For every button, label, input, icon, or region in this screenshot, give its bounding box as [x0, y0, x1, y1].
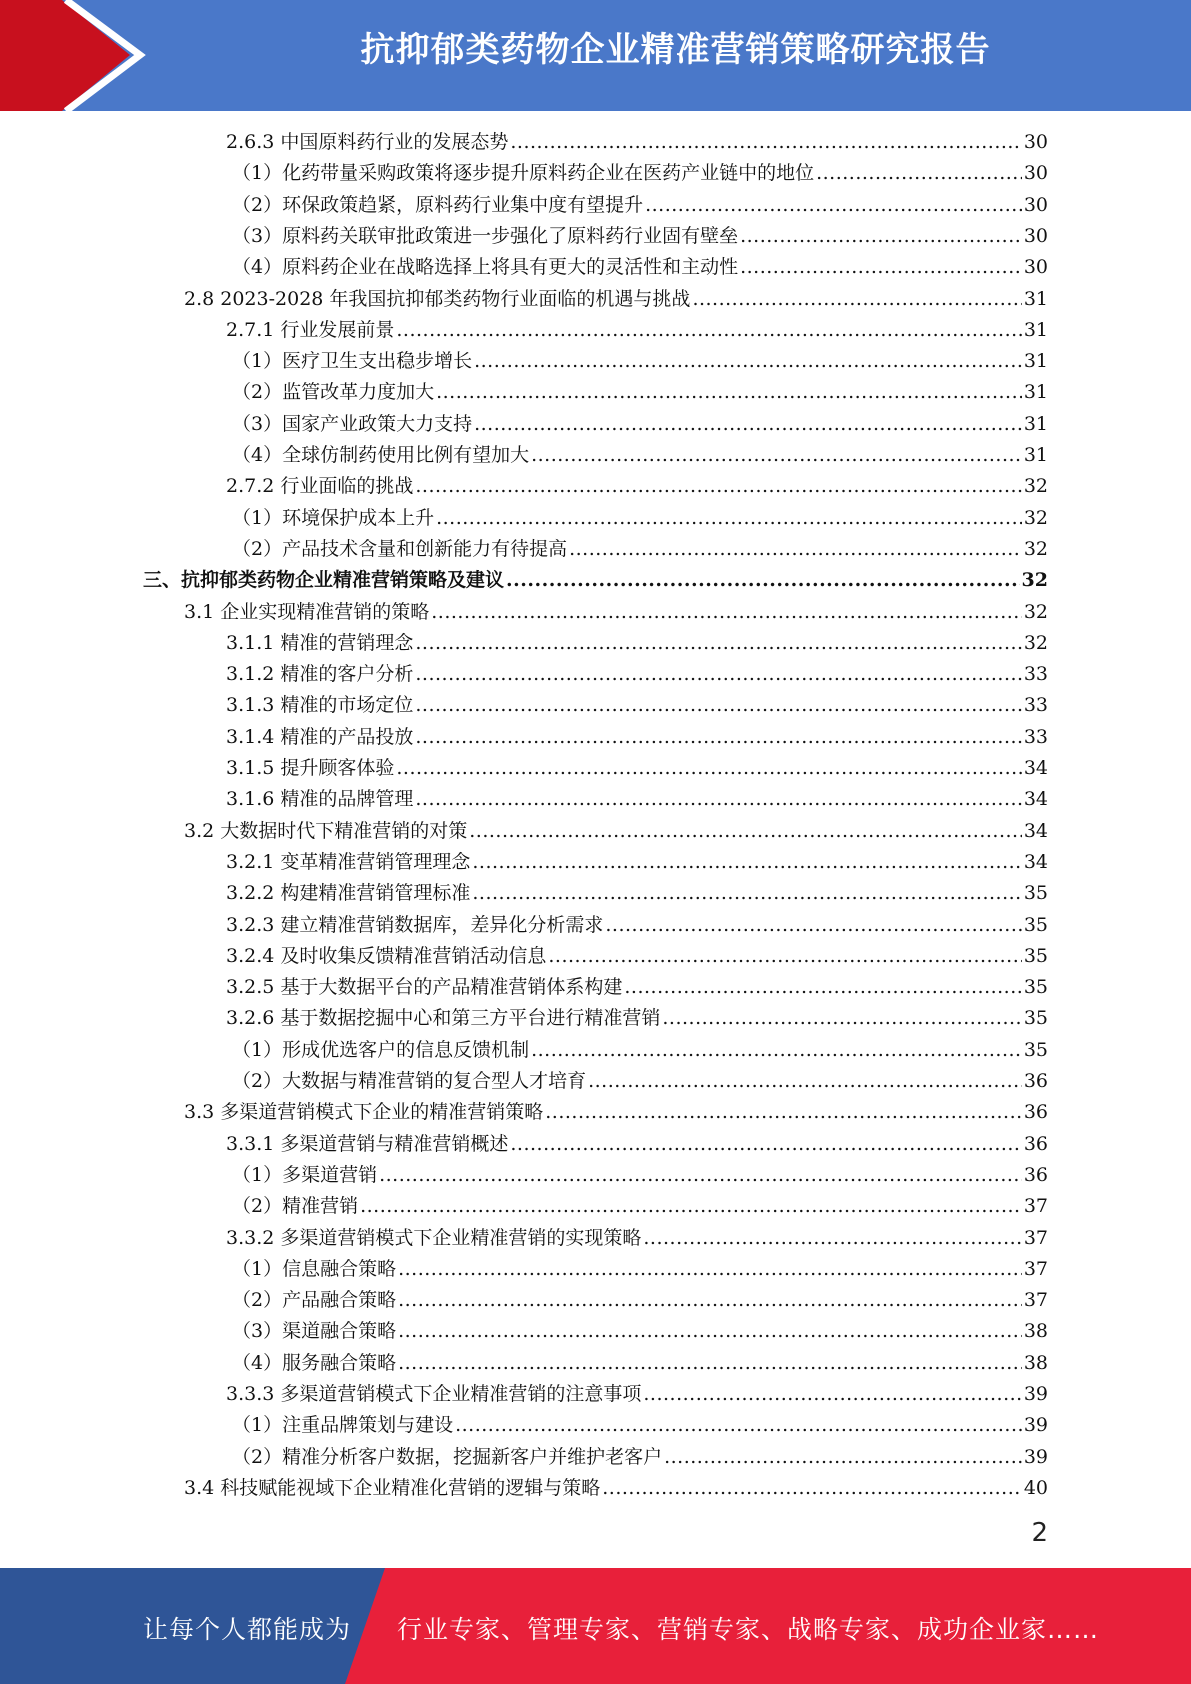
toc-entry[interactable] — [232, 1442, 1048, 1473]
toc-leader-dots — [415, 722, 1021, 753]
toc-leader-dots — [398, 1316, 1022, 1347]
toc-entry-title: （4）服务融合策略 — [232, 1351, 397, 1374]
toc-entry-page: 36 — [1023, 1070, 1048, 1092]
toc-leader-dots — [740, 252, 1022, 283]
toc-entry[interactable] — [232, 409, 1048, 440]
toc-entry-page: 37 — [1023, 1257, 1048, 1280]
toc-entry-title: 2.7.2 行业面临的挑战 — [226, 475, 414, 498]
toc-entry-title: 3.3.3 多渠道营销模式下企业精准营销的注意事项 — [226, 1383, 642, 1405]
toc-leader-dots — [396, 753, 1021, 784]
toc-entry[interactable] — [226, 315, 1048, 346]
toc-entry-title: 2.8 2023-2028 年我国抗抑郁类药物行业面临的机遇与挑战 — [184, 287, 691, 310]
toc-entry-title: 3.3 多渠道营销模式下企业的精准营销策略 — [184, 1101, 544, 1124]
toc-entry-title: 3.3.2 多渠道营销模式下企业精准营销的实现策略 — [226, 1226, 642, 1249]
toc-entry[interactable] — [226, 878, 1048, 909]
toc-entry-title: （2）产品融合策略 — [232, 1289, 397, 1312]
toc-leader-dots — [360, 1191, 1022, 1222]
toc-entry-title: 3.2.5 基于大数据平台的产品精准营销体系构建 — [226, 976, 623, 999]
toc-entry-title: （1）多渠道营销 — [232, 1163, 378, 1186]
toc-leader-dots — [605, 910, 1021, 941]
toc-leader-dots — [643, 1223, 1021, 1254]
toc-leader-dots — [531, 440, 1022, 471]
toc-entry-title: （2）精准营销 — [232, 1195, 359, 1218]
toc-entry[interactable] — [232, 1160, 1048, 1191]
toc-entry-page: 31 — [1023, 287, 1048, 310]
toc-leader-dots — [510, 127, 1021, 158]
toc-entry[interactable] — [226, 753, 1048, 784]
toc-entry-title: （2）大数据与精准营销的复合型人才培育 — [232, 1070, 587, 1092]
toc-entry-title: 3.3.1 多渠道营销与精准营销概述 — [226, 1132, 509, 1155]
toc-entry[interactable] — [226, 941, 1048, 972]
toc-entry[interactable] — [232, 1316, 1048, 1347]
toc-leader-dots — [415, 471, 1021, 502]
toc-leader-dots — [588, 1066, 1022, 1097]
toc-entry-title: 3.1.4 精准的产品投放 — [226, 725, 414, 748]
toc-entry-page: 30 — [1023, 256, 1048, 279]
toc-entry-page: 31 — [1023, 350, 1048, 373]
toc-entry-page: 37 — [1023, 1195, 1048, 1218]
toc-entry[interactable] — [232, 252, 1048, 283]
toc-entry-title: （2）产品技术含量和创新能力有待提高 — [232, 537, 568, 560]
toc-entry-page: 31 — [1023, 412, 1048, 435]
toc-leader-dots — [569, 534, 1022, 565]
toc-entry-page: 35 — [1023, 882, 1048, 905]
toc-entry-title: （3）渠道融合策略 — [232, 1320, 397, 1343]
toc-entry[interactable] — [226, 127, 1048, 158]
toc-entry[interactable] — [232, 1348, 1048, 1379]
toc-entry-page: 35 — [1023, 913, 1048, 936]
footer-slogan-left: 让每个人都能成为 — [143, 1615, 352, 1644]
toc-leader-dots — [602, 1473, 1022, 1504]
toc-entry-page: 35 — [1023, 1038, 1048, 1061]
toc-leader-dots — [415, 659, 1021, 690]
toc-leader-dots — [436, 503, 1022, 534]
toc-leader-dots — [415, 690, 1021, 721]
toc-entry-title: 3.2.2 构建精准营销管理标准 — [226, 882, 471, 905]
toc-entry-title: （1）形成优选客户的信息反馈机制 — [232, 1038, 530, 1061]
toc-entry-page: 33 — [1023, 694, 1048, 717]
toc-entry-title: 三、抗抑郁类药物企业精准营销策略及建议 — [143, 569, 505, 592]
toc-leader-dots — [398, 1254, 1022, 1285]
toc-entry-page: 32 — [1023, 506, 1048, 529]
toc-leader-dots — [645, 190, 1022, 221]
toc-entry-page: 38 — [1023, 1320, 1048, 1343]
toc-leader-dots — [548, 941, 1021, 972]
toc-entry-page: 30 — [1023, 224, 1048, 247]
toc-leader-dots — [545, 1097, 1022, 1128]
toc-entry-title: （2）精准分析客户数据，挖掘新客户并维护老客户 — [232, 1445, 663, 1468]
toc-entry-title: 3.1.1 精准的营销理念 — [226, 631, 414, 654]
toc-entry[interactable] — [226, 690, 1048, 721]
toc-entry[interactable] — [184, 816, 1048, 847]
toc-entry[interactable] — [184, 284, 1048, 315]
toc-entry-title: （2）环保政策趋紧，原料药行业集中度有望提升 — [232, 193, 644, 216]
toc-entry-page: 39 — [1023, 1445, 1048, 1468]
toc-entry-title: （4）原料药企业在战略选择上将具有更大的灵活性和主动性 — [232, 256, 739, 279]
toc-entry-title: 2.6.3 中国原料药行业的发展态势 — [226, 131, 509, 153]
toc-entry-title: （1）信息融合策略 — [232, 1257, 397, 1280]
toc-entry[interactable] — [184, 1097, 1048, 1128]
toc-leader-dots — [472, 878, 1021, 909]
toc-entry[interactable] — [226, 847, 1048, 878]
toc-leader-dots — [415, 628, 1021, 659]
toc-leader-dots — [531, 1035, 1022, 1066]
toc-entry-page: 37 — [1023, 1226, 1048, 1249]
toc-leader-dots — [740, 221, 1022, 252]
footer-slogan-right: 行业专家、管理专家、营销专家、战略专家、成功企业家…… — [397, 1615, 1100, 1644]
toc-entry[interactable] — [232, 221, 1048, 252]
toc-entry[interactable] — [226, 659, 1048, 690]
toc-entry[interactable] — [226, 910, 1048, 941]
toc-entry-page: 40 — [1023, 1476, 1048, 1499]
toc-entry-page: 37 — [1023, 1289, 1048, 1312]
toc-leader-dots — [396, 315, 1021, 346]
toc-entry[interactable] — [226, 784, 1048, 815]
toc-entry[interactable] — [232, 1191, 1048, 1222]
toc-entry-title: 3.1.3 精准的市场定位 — [226, 694, 414, 717]
toc-entry[interactable] — [232, 1285, 1048, 1316]
toc-entry-page: 32 — [1023, 475, 1048, 498]
toc-entry-title: 3.4 科技赋能视域下企业精准化营销的逻辑与策略 — [184, 1476, 601, 1499]
toc-entry[interactable] — [226, 628, 1048, 659]
toc-leader-dots — [455, 1410, 1022, 1441]
page-number: 2 — [1031, 1518, 1048, 1548]
toc-entry-title: 3.1 企业实现精准营销的策略 — [184, 600, 430, 623]
toc-entry[interactable] — [232, 346, 1048, 377]
toc-entry-title: 3.2.3 建立精准营销数据库，差异化分析需求 — [226, 913, 604, 936]
toc-entry-page: 35 — [1023, 976, 1048, 999]
toc-entry-title: 3.2.4 及时收集反馈精准营销活动信息 — [226, 944, 547, 967]
header-title: 抗抑郁类药物企业精准营销策略研究报告 — [360, 30, 991, 70]
toc-entry[interactable] — [226, 972, 1048, 1003]
toc-leader-dots — [624, 972, 1021, 1003]
toc-entry-page: 35 — [1023, 944, 1048, 967]
toc-entry[interactable] — [232, 503, 1048, 534]
toc-entry-page: 30 — [1023, 131, 1048, 153]
toc-entry-page: 33 — [1023, 725, 1048, 748]
toc-entry[interactable] — [226, 1223, 1048, 1254]
page-header — [0, 0, 1191, 111]
toc-entry[interactable] — [226, 722, 1048, 753]
toc-leader-dots — [474, 409, 1022, 440]
toc-entry-title: （1）注重品牌策划与建设 — [232, 1414, 454, 1437]
toc-leader-dots — [472, 847, 1021, 878]
toc-leader-dots — [431, 597, 1022, 628]
toc-leader-dots — [474, 346, 1022, 377]
toc-entry-title: （1）化药带量采购政策将逐步提升原料药企业在医药产业链中的地位 — [232, 162, 815, 185]
toc-leader-dots — [662, 1003, 1021, 1034]
toc-entry[interactable] — [184, 597, 1048, 628]
toc-entry[interactable] — [226, 1129, 1048, 1160]
page-footer — [0, 1568, 1191, 1684]
toc-entry[interactable] — [232, 190, 1048, 221]
toc-entry-title: 2.7.1 行业发展前景 — [226, 318, 395, 341]
toc-leader-dots — [692, 284, 1021, 315]
chevron-decoration-icon — [0, 0, 160, 111]
toc-entry-title: （4）全球仿制药使用比例有望加大 — [232, 444, 530, 466]
toc-leader-dots — [398, 1348, 1022, 1379]
toc-entry-page: 36 — [1023, 1132, 1048, 1155]
toc-entry-page: 39 — [1023, 1414, 1048, 1437]
toc-entry[interactable] — [232, 1410, 1048, 1441]
toc-entry-page: 31 — [1023, 381, 1048, 404]
toc-entry-title: （2）监管改革力度加大 — [232, 381, 435, 404]
toc-entry[interactable] — [226, 1379, 1048, 1410]
toc-leader-dots — [469, 816, 1022, 847]
toc-entry[interactable] — [232, 1066, 1048, 1097]
toc-entry[interactable] — [232, 377, 1048, 408]
toc-leader-dots — [816, 158, 1022, 189]
toc-leader-dots — [506, 565, 1020, 596]
toc-entry-title: （1）医疗卫生支出稳步增长 — [232, 350, 473, 373]
toc-leader-dots — [398, 1285, 1022, 1316]
toc-leader-dots — [436, 377, 1022, 408]
toc-entry[interactable] — [232, 440, 1048, 471]
toc-leader-dots — [643, 1379, 1021, 1410]
toc-entry[interactable] — [143, 565, 1048, 596]
toc-entry-title: （3）原料药关联审批政策进一步强化了原料药行业固有壁垒 — [232, 224, 739, 247]
toc-entry-page: 31 — [1023, 318, 1048, 341]
toc-entry-title: 3.2.1 变革精准营销管理理念 — [226, 850, 471, 873]
toc-entry-page: 32 — [1023, 631, 1048, 654]
toc-entry-page: 30 — [1023, 162, 1048, 185]
toc-entry-page: 36 — [1023, 1163, 1048, 1186]
toc-entry-page: 36 — [1023, 1101, 1048, 1124]
toc-entry-page: 31 — [1023, 444, 1048, 466]
toc-entry-page: 34 — [1023, 850, 1048, 873]
toc-entry[interactable] — [232, 158, 1048, 189]
toc-entry-page: 39 — [1023, 1383, 1048, 1405]
toc-entry[interactable] — [226, 471, 1048, 502]
toc-leader-dots — [664, 1442, 1022, 1473]
toc-entry-page: 34 — [1023, 757, 1048, 779]
toc-leader-dots — [510, 1129, 1021, 1160]
toc-entry-page: 32 — [1021, 569, 1048, 592]
toc-entry-page: 30 — [1023, 193, 1048, 216]
toc-entry[interactable] — [232, 1035, 1048, 1066]
toc-entry-title: （3）国家产业政策大力支持 — [232, 412, 473, 435]
toc-entry-page: 32 — [1023, 537, 1048, 560]
toc-entry-page: 38 — [1023, 1351, 1048, 1374]
toc-entry-title: 3.1.2 精准的客户分析 — [226, 663, 414, 686]
toc-entry[interactable] — [232, 1254, 1048, 1285]
toc-entry-page: 35 — [1023, 1007, 1048, 1030]
toc-entry[interactable] — [226, 1003, 1048, 1034]
toc-entry[interactable] — [184, 1473, 1048, 1504]
toc-leader-dots — [379, 1160, 1022, 1191]
toc-entry-page: 33 — [1023, 663, 1048, 686]
toc-entry[interactable] — [232, 534, 1048, 565]
toc-entry-title: 3.1.5 提升顾客体验 — [226, 757, 395, 779]
toc-leader-dots — [415, 784, 1021, 815]
toc-entry-title: 3.2.6 基于数据挖掘中心和第三方平台进行精准营销 — [226, 1007, 661, 1030]
toc-entry-title: （1）环境保护成本上升 — [232, 506, 435, 529]
toc-entry-title: 3.2 大数据时代下精准营销的对策 — [184, 819, 468, 842]
toc-entry-title: 3.1.6 精准的品牌管理 — [226, 788, 414, 811]
toc-entry-page: 34 — [1023, 819, 1048, 842]
toc-entry-page: 32 — [1023, 600, 1048, 623]
toc-entry-page: 34 — [1023, 788, 1048, 811]
